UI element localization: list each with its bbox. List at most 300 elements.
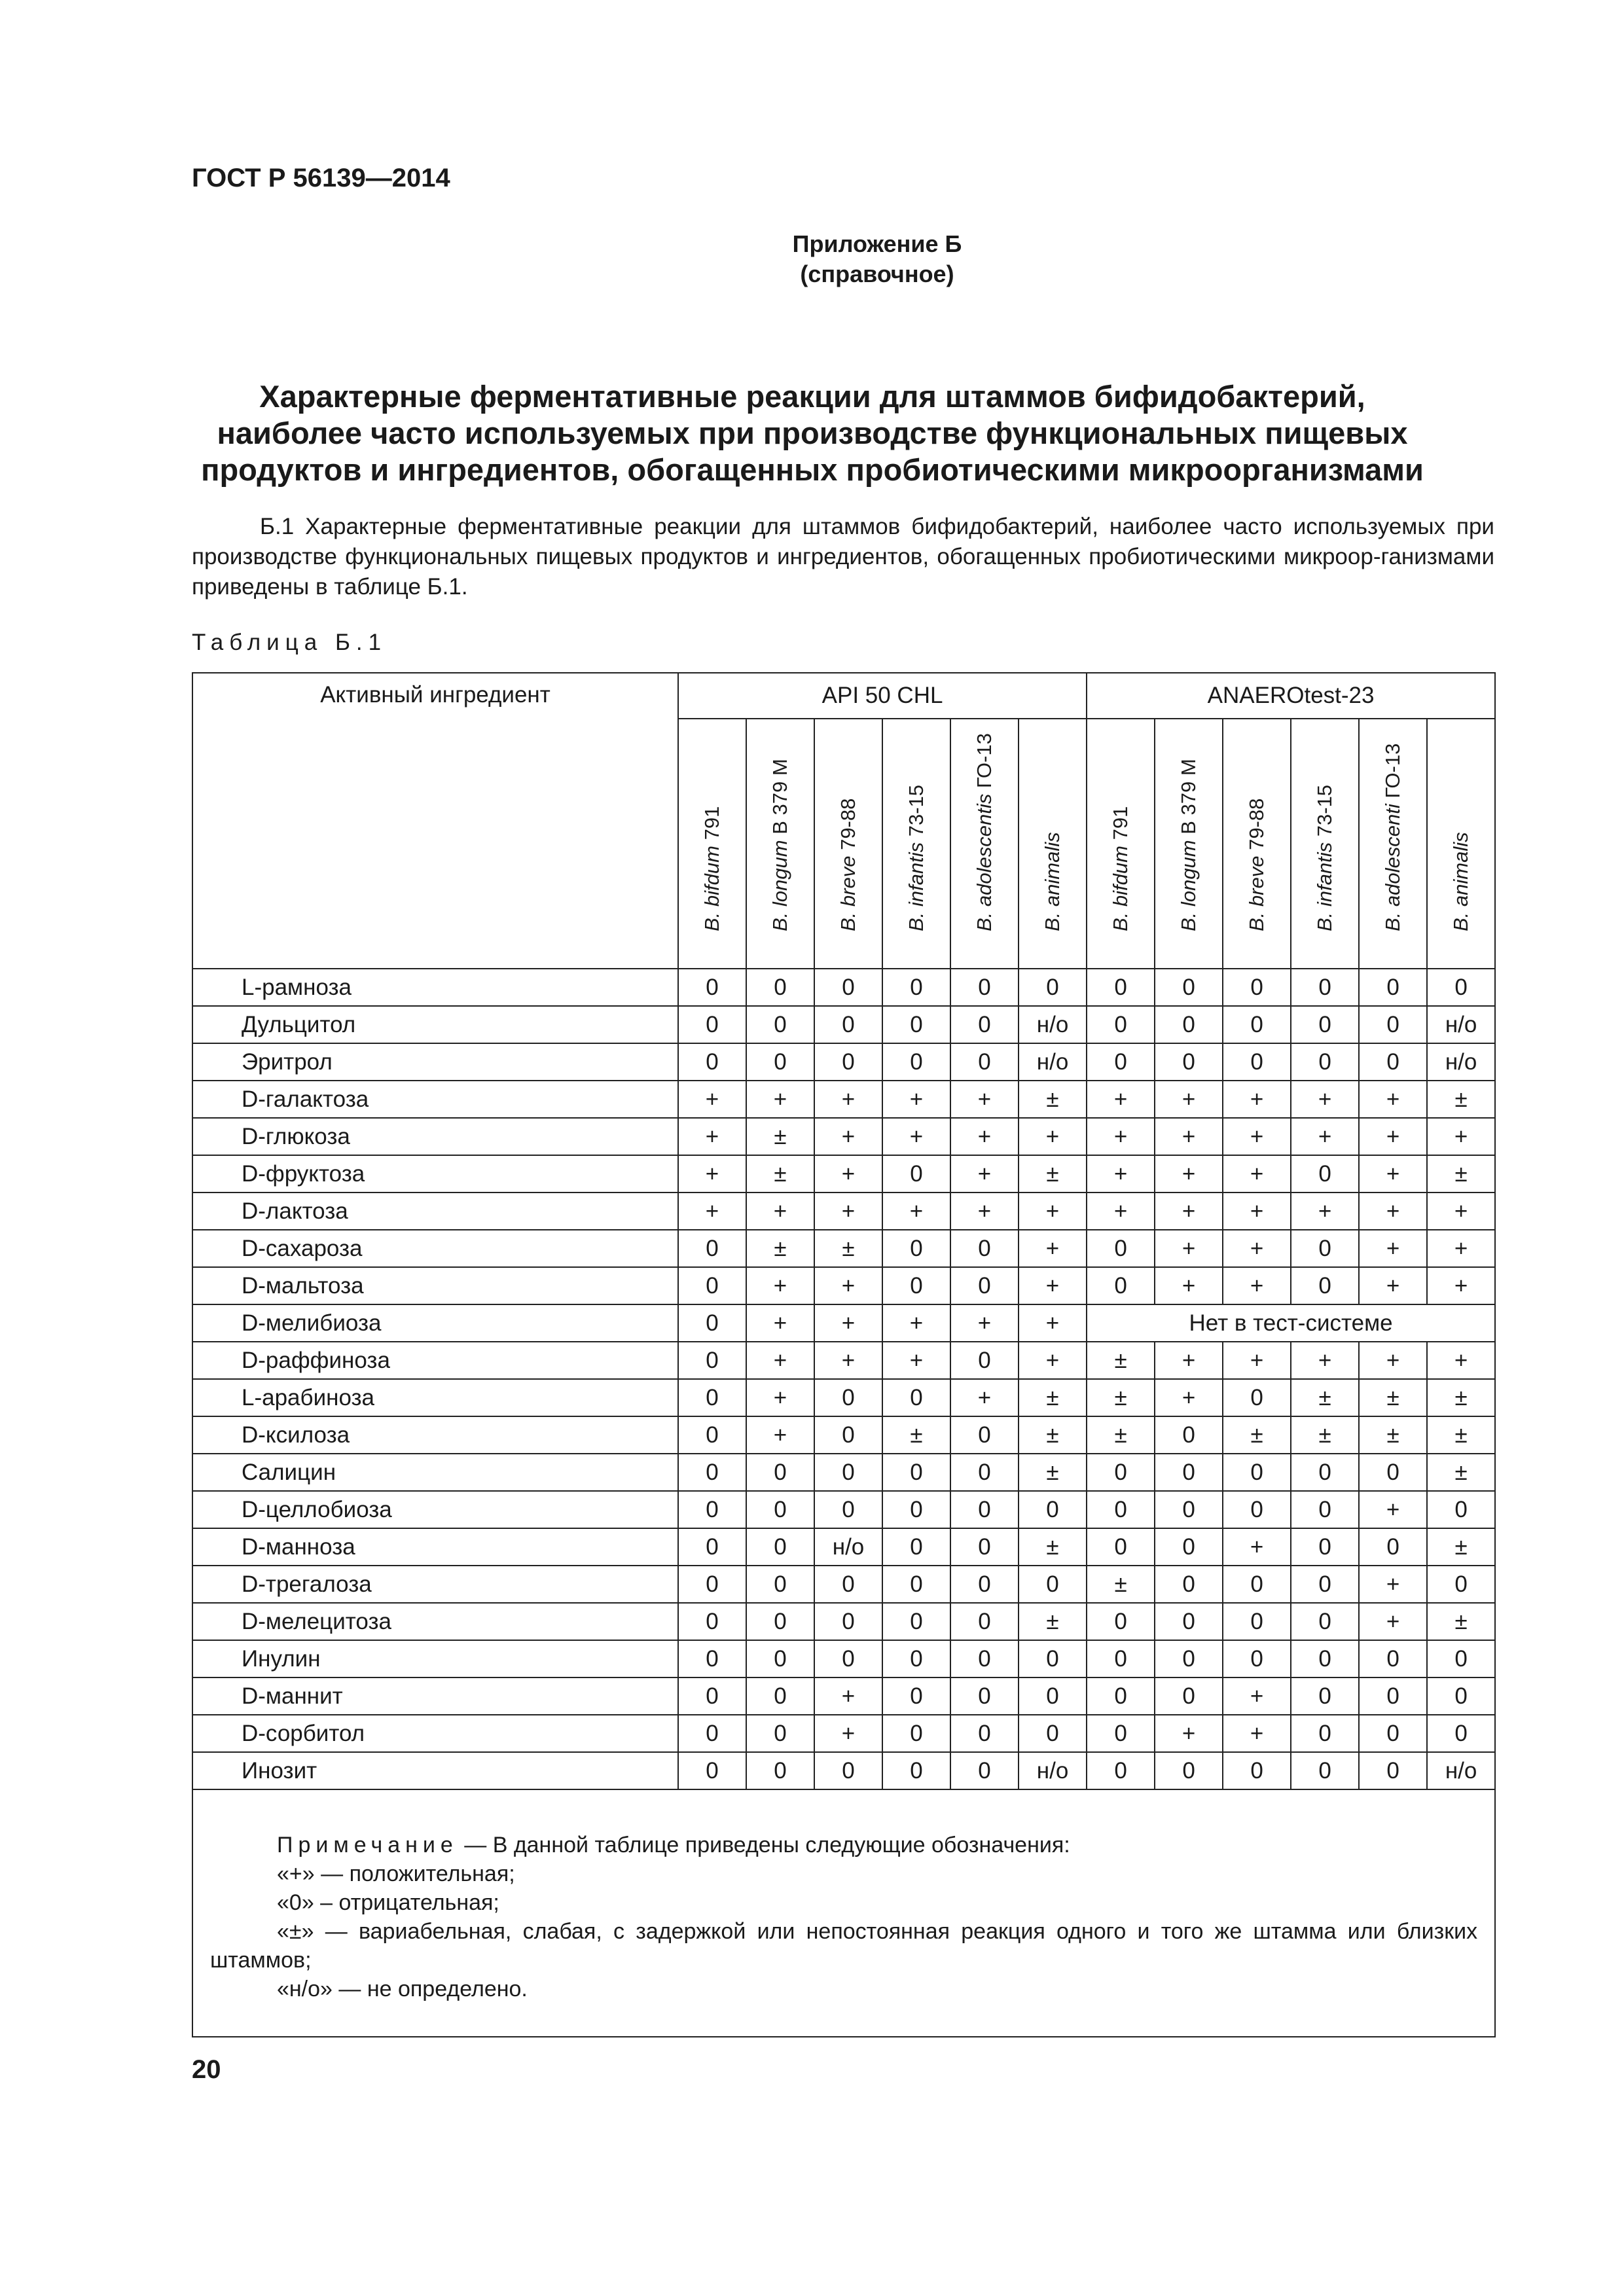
reaction-cell: +: [882, 1118, 950, 1155]
reaction-cell: +: [1155, 1081, 1223, 1118]
reaction-cell: 0: [746, 1454, 814, 1491]
strain-species: B. adolescenti: [1381, 804, 1405, 931]
table-row: [192, 1379, 1495, 1416]
reaction-cell: +: [882, 1342, 950, 1379]
strain-label: [1109, 806, 1132, 931]
strain-header: [882, 719, 950, 969]
reaction-cell: 0: [950, 1603, 1019, 1640]
ingredient-name: D-фруктоза: [192, 1155, 678, 1193]
ingredient-name: L-рамноза: [192, 969, 678, 1006]
reaction-cell: 0: [814, 1006, 882, 1043]
reaction-cell: 0: [1427, 1677, 1495, 1715]
ingredient-name: D-мелецитоза: [192, 1603, 678, 1640]
reaction-cell: 0: [1155, 969, 1223, 1006]
title-line: продуктов и ингредиентов, обогащенных пробиотическими микроорганизмами: [201, 452, 1424, 487]
reaction-cell: 0: [814, 1491, 882, 1528]
strain-species: B. infantis: [1313, 842, 1337, 931]
strain-label: [1041, 832, 1064, 931]
reaction-cell: 0: [1359, 1528, 1427, 1566]
reaction-cell: +: [1019, 1304, 1087, 1342]
reaction-cell: 0: [1291, 969, 1359, 1006]
strain-species: B. longum: [768, 840, 791, 931]
reaction-cell: +: [1359, 1081, 1427, 1118]
table-row: [192, 1267, 1495, 1304]
reaction-cell: 0: [1427, 969, 1495, 1006]
reaction-cell: 0: [1291, 1528, 1359, 1566]
reaction-cell: 0: [882, 1006, 950, 1043]
reaction-cell: 0: [1087, 1603, 1155, 1640]
reaction-cell: ±: [746, 1230, 814, 1267]
table-row: [192, 1118, 1495, 1155]
reaction-cell: ±: [1359, 1379, 1427, 1416]
strain-species: B. breve: [1245, 855, 1269, 931]
reaction-cell: 0: [950, 1267, 1019, 1304]
table-row: [192, 1752, 1495, 1789]
ingredient-name: D-сахароза: [192, 1230, 678, 1267]
reaction-cell: 0: [1359, 1752, 1427, 1789]
reaction-cell: 0: [814, 1454, 882, 1491]
strain-label: [1381, 744, 1405, 931]
reaction-cell: 0: [1223, 1454, 1291, 1491]
reaction-cell: +: [1019, 1118, 1087, 1155]
reaction-cell: 0: [746, 1640, 814, 1677]
reaction-cell: 0: [882, 1566, 950, 1603]
reaction-cell: 0: [678, 1416, 746, 1454]
strain-label: [837, 798, 860, 931]
reaction-cell: +: [950, 1118, 1019, 1155]
table-row: [192, 1454, 1495, 1491]
reaction-cell: +: [1359, 1603, 1427, 1640]
ingredient-name: L-арабиноза: [192, 1379, 678, 1416]
reaction-cell: 0: [950, 1715, 1019, 1752]
reaction-cell: 0: [1019, 969, 1087, 1006]
reaction-cell: 0: [1155, 1491, 1223, 1528]
reaction-cell: 0: [950, 1230, 1019, 1267]
reaction-cell: 0: [1155, 1603, 1223, 1640]
reaction-cell: 0: [882, 1715, 950, 1752]
reaction-cell: 0: [1155, 1416, 1223, 1454]
reaction-cell: ±: [1359, 1416, 1427, 1454]
strain-code: 79-88: [837, 798, 859, 850]
reaction-cell: 0: [1019, 1491, 1087, 1528]
note-item: «±» — вариабельная, слабая, с задержкой или непостоянная реакция одного и того же штамма или близких штаммов;: [210, 1919, 1478, 1973]
reaction-cell: +: [1359, 1267, 1427, 1304]
reaction-cell: 0: [746, 1715, 814, 1752]
ingredient-name: D-глюкоза: [192, 1118, 678, 1155]
reaction-cell: +: [1019, 1342, 1087, 1379]
reaction-cell: +: [1019, 1193, 1087, 1230]
reaction-cell: 0: [950, 1677, 1019, 1715]
ingredient-name: D-маннит: [192, 1677, 678, 1715]
reaction-cell: +: [1223, 1230, 1291, 1267]
reaction-cell: 0: [1223, 1043, 1291, 1081]
reaction-cell: ±: [1427, 1081, 1495, 1118]
strain-label: [1313, 785, 1337, 931]
group-header-anaerotest: ANAEROtest-23: [1087, 673, 1495, 719]
reaction-cell: 0: [678, 1043, 746, 1081]
table-row: [192, 969, 1495, 1006]
reaction-cell: н/о: [1427, 1043, 1495, 1081]
reaction-cell: 0: [1223, 1491, 1291, 1528]
reaction-cell: +: [1223, 1342, 1291, 1379]
reaction-cell: 0: [1291, 1454, 1359, 1491]
ingredient-column-header: Активный ингредиент: [192, 673, 678, 969]
reaction-cell: +: [1359, 1342, 1427, 1379]
strain-header: [746, 719, 814, 969]
reaction-cell: 0: [678, 1715, 746, 1752]
reaction-cell: +: [814, 1155, 882, 1193]
reaction-cell: 0: [950, 1640, 1019, 1677]
reaction-cell: ±: [1427, 1379, 1495, 1416]
reaction-cell: ±: [882, 1416, 950, 1454]
reaction-cell: 0: [882, 1640, 950, 1677]
ingredient-name: D-трегалоза: [192, 1566, 678, 1603]
reaction-cell: +: [1359, 1155, 1427, 1193]
strain-header: [1019, 719, 1087, 969]
reaction-cell: 0: [950, 1043, 1019, 1081]
standard-number: ГОСТ Р 56139—2014: [192, 164, 450, 192]
reaction-cell: +: [1087, 1193, 1155, 1230]
reaction-cell: +: [1223, 1677, 1291, 1715]
ingredient-name: Дульцитол: [192, 1006, 678, 1043]
reaction-cell: 0: [1087, 1677, 1155, 1715]
reaction-cell: +: [1155, 1155, 1223, 1193]
reaction-cell: 0: [1291, 1043, 1359, 1081]
reaction-cell: 0: [950, 1491, 1019, 1528]
reaction-cell: 0: [814, 969, 882, 1006]
appendix-status: (справочное): [800, 260, 954, 287]
reaction-cell: +: [1223, 1715, 1291, 1752]
strain-label: [1245, 798, 1269, 931]
reaction-cell: +: [678, 1193, 746, 1230]
group-header-api: API 50 CHL: [678, 673, 1087, 719]
reaction-cell: +: [1087, 1081, 1155, 1118]
reaction-cell: 0: [1087, 1006, 1155, 1043]
reaction-cell: +: [746, 1416, 814, 1454]
reaction-cell: +: [1291, 1193, 1359, 1230]
table-row: [192, 1043, 1495, 1081]
reaction-cell: 0: [1427, 1491, 1495, 1528]
strain-code: ГО-13: [1381, 743, 1405, 798]
strain-code: 73-15: [905, 784, 928, 837]
reaction-cell: 0: [746, 969, 814, 1006]
reaction-cell: 0: [814, 1566, 882, 1603]
reaction-cell: +: [950, 1304, 1019, 1342]
reaction-cell: 0: [1359, 1043, 1427, 1081]
reaction-cell: 0: [1291, 1640, 1359, 1677]
reaction-cell: 0: [746, 1491, 814, 1528]
reaction-cell: +: [1155, 1379, 1223, 1416]
reaction-cell: 0: [882, 1603, 950, 1640]
reaction-cell: 0: [746, 1752, 814, 1789]
reaction-cell: ±: [1087, 1379, 1155, 1416]
reaction-cell: +: [678, 1118, 746, 1155]
title-line: Характерные ферментативные реакции для штаммов бифидобактерий,: [259, 379, 1365, 414]
reaction-cell: +: [746, 1267, 814, 1304]
reaction-cell: +: [1155, 1118, 1223, 1155]
reaction-cell: 0: [678, 1230, 746, 1267]
reaction-cell: 0: [1359, 1454, 1427, 1491]
reaction-cell: +: [746, 1304, 814, 1342]
strain-species: B. animalis: [1041, 832, 1064, 931]
reaction-cell: ±: [1223, 1416, 1291, 1454]
reaction-cell: +: [1155, 1267, 1223, 1304]
reaction-cell: н/о: [1427, 1752, 1495, 1789]
reaction-cell: 0: [1155, 1454, 1223, 1491]
table-row: [192, 1640, 1495, 1677]
reaction-cell: 0: [882, 1752, 950, 1789]
reaction-cell: 0: [678, 1528, 746, 1566]
strain-label: [768, 759, 792, 931]
reaction-cell: +: [1155, 1193, 1223, 1230]
reaction-cell: 0: [1359, 1677, 1427, 1715]
appendix-label: Приложение Б: [792, 230, 962, 257]
strain-header: [1223, 719, 1291, 969]
ingredient-name: D-сорбитол: [192, 1715, 678, 1752]
reaction-cell: ±: [1019, 1603, 1087, 1640]
reaction-cell: 0: [882, 1267, 950, 1304]
reaction-cell: 0: [1019, 1715, 1087, 1752]
reaction-cell: +: [1155, 1715, 1223, 1752]
reaction-cell: 0: [814, 1640, 882, 1677]
strain-code: B 379 M: [768, 759, 791, 834]
reaction-cell: 0: [1223, 1379, 1291, 1416]
reaction-cell: +: [814, 1267, 882, 1304]
reaction-cell: 0: [1019, 1677, 1087, 1715]
reaction-cell: +: [950, 1193, 1019, 1230]
reaction-cell: 0: [1087, 1043, 1155, 1081]
reaction-cell: +: [678, 1155, 746, 1193]
reaction-cell: +: [814, 1715, 882, 1752]
reaction-cell: 0: [1155, 1043, 1223, 1081]
reaction-cell: 0: [1155, 1640, 1223, 1677]
strain-species: B. adolescentis: [973, 793, 996, 931]
ingredient-name: D-целлобиоза: [192, 1491, 678, 1528]
reaction-cell: 0: [1019, 1640, 1087, 1677]
table-row: [192, 1006, 1495, 1043]
reaction-cell: 0: [746, 1677, 814, 1715]
absent-in-test-system: Нет в тест-системе: [1087, 1304, 1495, 1342]
reaction-cell: 0: [882, 1677, 950, 1715]
reaction-cell: +: [1087, 1155, 1155, 1193]
reaction-cell: 0: [678, 1379, 746, 1416]
reaction-cell: ±: [1087, 1566, 1155, 1603]
reaction-cell: 0: [1087, 1715, 1155, 1752]
reaction-cell: +: [882, 1081, 950, 1118]
strain-code: 79-88: [1245, 798, 1269, 850]
strain-code: ГО-13: [973, 733, 996, 789]
reaction-cell: ±: [1019, 1528, 1087, 1566]
reaction-cell: 0: [746, 1528, 814, 1566]
strain-label: [905, 785, 928, 931]
reaction-cell: +: [1427, 1342, 1495, 1379]
reaction-cell: 0: [950, 1416, 1019, 1454]
reaction-cell: 0: [882, 1230, 950, 1267]
strain-header: [950, 719, 1019, 969]
reaction-cell: 0: [1087, 969, 1155, 1006]
reaction-cell: ±: [1427, 1528, 1495, 1566]
reaction-cell: 0: [746, 1603, 814, 1640]
strain-species: B. bifdum: [700, 846, 723, 931]
reaction-cell: ±: [1427, 1155, 1495, 1193]
reaction-cell: 0: [1087, 1528, 1155, 1566]
reaction-cell: +: [882, 1193, 950, 1230]
reaction-cell: 0: [1223, 1752, 1291, 1789]
table-row: [192, 1081, 1495, 1118]
note-item: «0» – отрицательная;: [277, 1890, 499, 1915]
strain-header: [1155, 719, 1223, 969]
table-row: [192, 1528, 1495, 1566]
reaction-cell: ±: [1427, 1416, 1495, 1454]
note-item: «н/о» — не определено.: [277, 1977, 528, 2001]
reaction-cell: 0: [746, 1006, 814, 1043]
reaction-cell: 0: [814, 1603, 882, 1640]
reaction-cell: +: [1223, 1081, 1291, 1118]
reaction-cell: +: [1427, 1230, 1495, 1267]
reaction-cell: +: [746, 1379, 814, 1416]
reaction-cell: ±: [1427, 1603, 1495, 1640]
reaction-cell: 0: [1087, 1752, 1155, 1789]
reaction-cell: +: [1223, 1528, 1291, 1566]
reaction-cell: +: [1223, 1155, 1291, 1193]
reaction-cell: +: [1223, 1267, 1291, 1304]
strain-label: [700, 806, 724, 931]
reaction-cell: 0: [1291, 1230, 1359, 1267]
reaction-cell: 0: [678, 1566, 746, 1603]
reaction-cell: 0: [678, 969, 746, 1006]
reaction-cell: 0: [882, 1379, 950, 1416]
table-note: [192, 1789, 1495, 2037]
ingredient-name: D-лактоза: [192, 1193, 678, 1230]
reaction-cell: 0: [746, 1566, 814, 1603]
reaction-cell: ±: [746, 1155, 814, 1193]
reaction-cell: 0: [1155, 1006, 1223, 1043]
reaction-cell: 0: [678, 1006, 746, 1043]
strain-code: 791: [700, 806, 723, 840]
reaction-cell: 0: [678, 1491, 746, 1528]
reaction-cell: 0: [950, 1528, 1019, 1566]
strain-species: B. infantis: [905, 842, 928, 931]
reaction-cell: 0: [1427, 1566, 1495, 1603]
strain-code: B 379 M: [1177, 759, 1200, 834]
reaction-cell: 0: [950, 969, 1019, 1006]
reaction-cell: 0: [678, 1454, 746, 1491]
ingredient-name: D-мелибиоза: [192, 1304, 678, 1342]
reaction-cell: ±: [746, 1118, 814, 1155]
reaction-cell: +: [1427, 1193, 1495, 1230]
reaction-cell: +: [1359, 1491, 1427, 1528]
note-intro-line: [210, 1831, 1477, 1859]
reaction-cell: 0: [1155, 1677, 1223, 1715]
reaction-cell: 0: [1291, 1603, 1359, 1640]
strain-species: B. longum: [1177, 840, 1200, 931]
title-line: наиболее часто используемых при производстве функциональных пищевых: [217, 416, 1408, 450]
reaction-cell: +: [814, 1081, 882, 1118]
strain-header: [814, 719, 882, 969]
ingredient-name: Инозит: [192, 1752, 678, 1789]
reaction-cell: 0: [814, 1416, 882, 1454]
reaction-cell: 0: [678, 1677, 746, 1715]
table-row: [192, 1715, 1495, 1752]
reaction-cell: ±: [1019, 1454, 1087, 1491]
reaction-cell: +: [814, 1118, 882, 1155]
reaction-cell: 0: [678, 1342, 746, 1379]
reaction-cell: 0: [950, 1752, 1019, 1789]
reaction-cell: +: [950, 1081, 1019, 1118]
reaction-cell: ±: [1019, 1081, 1087, 1118]
reaction-cell: 0: [678, 1752, 746, 1789]
reaction-cell: 0: [1291, 1267, 1359, 1304]
table-row: [192, 1491, 1495, 1528]
reaction-cell: 0: [678, 1304, 746, 1342]
reaction-cell: +: [1155, 1230, 1223, 1267]
reaction-cell: +: [1019, 1230, 1087, 1267]
reaction-cell: 0: [1087, 1230, 1155, 1267]
reaction-cell: +: [1291, 1342, 1359, 1379]
table-row: [192, 1603, 1495, 1640]
note-item: «+» — положительная;: [277, 1861, 515, 1886]
reaction-cell: 0: [1087, 1491, 1155, 1528]
reaction-cell: +: [882, 1304, 950, 1342]
reaction-cell: ±: [1427, 1454, 1495, 1491]
reaction-cell: 0: [1087, 1454, 1155, 1491]
reaction-cell: 0: [814, 1043, 882, 1081]
strain-species: B. breve: [837, 855, 859, 931]
reaction-cell: 0: [746, 1043, 814, 1081]
ingredient-name: D-мальтоза: [192, 1267, 678, 1304]
reaction-cell: 0: [950, 1454, 1019, 1491]
strain-header: [1087, 719, 1155, 969]
reaction-cell: 0: [1223, 1640, 1291, 1677]
reaction-cell: +: [1155, 1342, 1223, 1379]
enzyme-reaction-table: [192, 672, 1496, 2037]
reaction-cell: +: [1223, 1193, 1291, 1230]
reaction-cell: 0: [1087, 1640, 1155, 1677]
reaction-cell: 0: [1155, 1566, 1223, 1603]
reaction-cell: ±: [1019, 1155, 1087, 1193]
appendix-title: [183, 378, 1441, 488]
reaction-cell: н/о: [1019, 1752, 1087, 1789]
reaction-cell: н/о: [1019, 1043, 1087, 1081]
strain-label: [973, 733, 996, 931]
reaction-cell: ±: [1019, 1379, 1087, 1416]
reaction-cell: 0: [950, 1342, 1019, 1379]
reaction-cell: ±: [1291, 1379, 1359, 1416]
strain-header: [678, 719, 746, 969]
reaction-cell: н/о: [1427, 1006, 1495, 1043]
ingredient-name: D-манноза: [192, 1528, 678, 1566]
reaction-cell: +: [814, 1193, 882, 1230]
reaction-cell: 0: [882, 1491, 950, 1528]
table-row: [192, 1416, 1495, 1454]
table-row: [192, 1155, 1495, 1193]
ingredient-name: Салицин: [192, 1454, 678, 1491]
reaction-cell: н/о: [814, 1528, 882, 1566]
reaction-cell: +: [1291, 1081, 1359, 1118]
reaction-cell: +: [1359, 1118, 1427, 1155]
reaction-cell: +: [746, 1193, 814, 1230]
reaction-cell: ±: [1291, 1416, 1359, 1454]
reaction-cell: 0: [678, 1640, 746, 1677]
reaction-cell: 0: [1359, 969, 1427, 1006]
reaction-cell: +: [1359, 1230, 1427, 1267]
reaction-cell: 0: [882, 1155, 950, 1193]
reaction-cell: 0: [1223, 969, 1291, 1006]
reaction-cell: 0: [1427, 1715, 1495, 1752]
strain-label: [1449, 832, 1473, 931]
reaction-cell: 0: [1291, 1715, 1359, 1752]
table-row: [192, 1566, 1495, 1603]
